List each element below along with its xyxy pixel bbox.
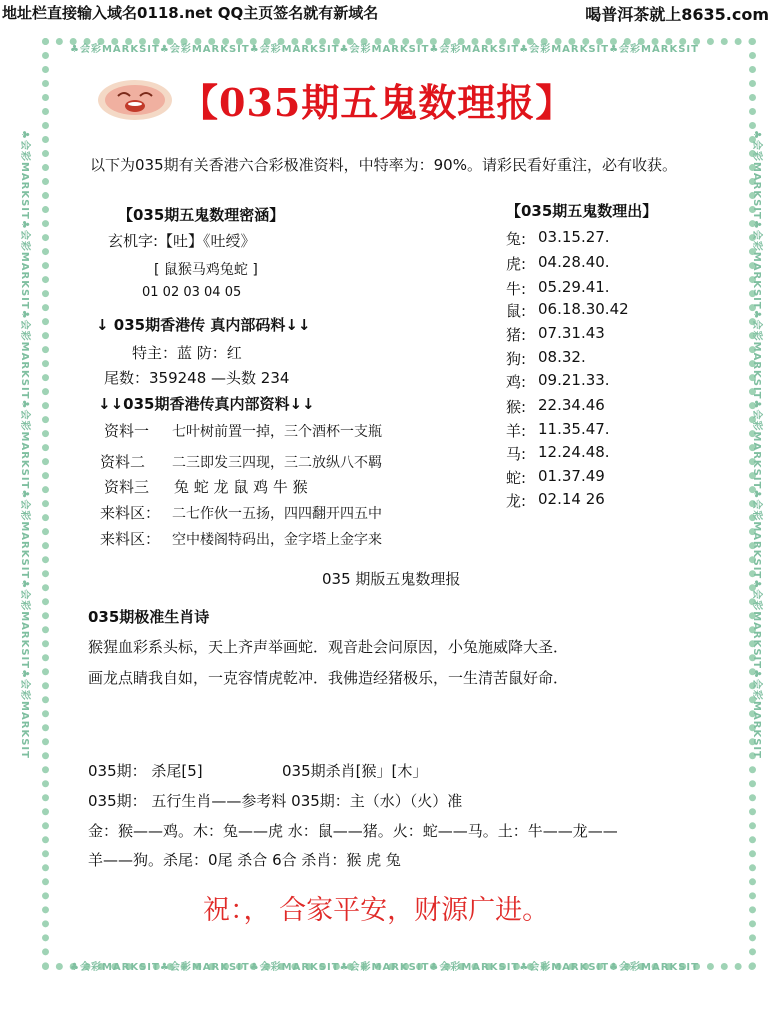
material-text-1: 七叶树前置一掉，三个酒杯一支瓶 xyxy=(172,424,382,440)
insider-code-title: ↓ 035期香港传 真内部码料↓↓ xyxy=(96,316,311,334)
animal-label-2: 虎: xyxy=(506,255,527,273)
animal-label-12: 龙: xyxy=(506,492,527,510)
animal-nums-4: 06.18.30.42 xyxy=(538,300,629,318)
animal-label-1: 兔: xyxy=(506,230,527,248)
animal-nums-9: 11.35.47. xyxy=(538,420,610,438)
animal-label-8: 猴: xyxy=(506,398,527,416)
weishu-text: 尾数：359248 —头数 234 xyxy=(104,369,290,387)
elements-line-2: 羊——狗。杀尾：0尾 杀合 6合 杀肖：猴 虎 兔 xyxy=(88,851,401,869)
animal-nums-8: 22.34.46 xyxy=(538,396,605,414)
animal-nums-10: 12.24.48. xyxy=(538,443,610,461)
top-banner-right-text: 喝普洱茶就上8635.com xyxy=(585,5,769,24)
right-section-title: 【035期五鬼数理出】 xyxy=(506,202,658,220)
animal-label-7: 鸡: xyxy=(506,373,527,391)
kill-tail-text: 035期： 杀尾[5] xyxy=(88,762,203,780)
blessing-text: 祝：， 合家平安，财源广进。 xyxy=(203,895,550,926)
five-elements-text: 035期： 五行生肖——参考料 035期：主（水）（火）准 xyxy=(88,792,463,810)
animal-label-3: 牛: xyxy=(506,280,527,298)
animal-label-5: 猪: xyxy=(506,326,527,344)
watermark-left: ♣会彩MARKSIT♣会彩MARKSIT♣会彩MARKSIT♣会彩MARKSIT♣会彩MARKSIT♣会彩MARKSIT♣会彩MARKSIT xyxy=(19,130,30,759)
animal-nums-1: 03.15.27. xyxy=(538,228,610,246)
animal-nums-7: 09.21.33. xyxy=(538,371,610,389)
top-banner xyxy=(0,0,775,24)
watermark-right: ♣会彩MARKSIT♣会彩MARKSIT♣会彩MARKSIT♣会彩MARKSIT♣会彩MARKSIT♣会彩MARKSIT♣会彩MARKSIT xyxy=(751,130,762,759)
animal-label-11: 蛇: xyxy=(506,469,527,487)
poem-line-2: 画龙点睛我自如，一克容情虎乾冲．我佛造经猪极乐，一生清苦鼠好命． xyxy=(88,669,569,687)
material-label-4: 来料区： xyxy=(100,504,161,522)
animal-label-9: 羊: xyxy=(506,422,527,440)
tezhu-text: 特主：蓝 防：红 xyxy=(132,344,242,362)
animal-nums-6: 08.32. xyxy=(538,348,586,366)
animal-nums-2: 04.28.40. xyxy=(538,253,610,271)
zodiac-bracket: [ 鼠猴马鸡兔蛇 ] xyxy=(154,262,258,278)
animal-label-4: 鼠: xyxy=(506,302,527,320)
elements-line-1: 金：猴——鸡。木：兔——虎 水：鼠——猪。火：蛇——马。土：牛——龙—— xyxy=(88,822,618,840)
insider-data-title: ↓↓035期香港传真内部资料↓↓ xyxy=(98,395,315,413)
material-text-4: 二七作伙一五扬，四四翻开四五中 xyxy=(172,506,382,522)
number-list: 01 02 03 04 05 xyxy=(142,285,242,300)
watermark-bottom: ♣会彩MARKSIT♣会彩MARKSIT♣会彩MARKSIT♣会彩MARKSIT♣会彩MARKSIT♣会彩MARKSIT♣会彩MARKSIT xyxy=(70,962,699,973)
animal-nums-5: 07.31.43 xyxy=(538,324,605,342)
material-label-2: 资料二 xyxy=(100,453,146,471)
material-label-1: 资料一 xyxy=(104,422,150,440)
watermark-top: ♣会彩MARKSIT♣会彩MARKSIT♣会彩MARKSIT♣会彩MARKSIT♣会彩MARKSIT♣会彩MARKSIT♣会彩MARKSIT xyxy=(70,44,699,55)
kill-zodiac-text: 035期杀肖[猴」[木」 xyxy=(282,762,428,780)
poem-line-1: 猴猩血彩系头标，天上齐声举画蛇．观音赴会问原因，小兔施威降大圣． xyxy=(88,638,569,656)
mid-heading: 035 期版五鬼数理报 xyxy=(322,570,461,588)
top-banner-left-text: 地址栏直接输入域名0118.net QQ主页签名就有新域名 xyxy=(2,4,379,22)
left-section-title: 【035期五鬼数理密涵】 xyxy=(118,206,285,224)
material-text-5: 空中楼阁特码出，金字塔上金字来 xyxy=(172,532,382,548)
page-title: 【035期五鬼数理报】 xyxy=(180,80,575,125)
material-label-5: 来料区： xyxy=(100,530,161,548)
animal-nums-12: 02.14 26 xyxy=(538,490,605,508)
material-text-2: 二三即发三四现，三二放纵八不羁 xyxy=(172,455,382,471)
animal-nums-3: 05.29.41. xyxy=(538,278,610,296)
material-label-3: 资料三 xyxy=(104,478,150,496)
animal-nums-11: 01.37.49 xyxy=(538,467,605,485)
animal-label-10: 马: xyxy=(506,445,527,463)
poem-title: 035期极准生肖诗 xyxy=(88,608,210,626)
xuanji-text: 玄机字:【吐】《吐绶》 xyxy=(108,232,256,250)
material-text-3: 兔 蛇 龙 鼠 鸡 牛 猴 xyxy=(174,478,308,496)
intro-text: 以下为035期有关香港六合彩极准资料，中特率为：90%。请彩民看好重注，必有收获。 xyxy=(90,156,677,174)
animal-label-6: 狗: xyxy=(506,350,527,368)
laughing-face-icon xyxy=(96,78,174,122)
